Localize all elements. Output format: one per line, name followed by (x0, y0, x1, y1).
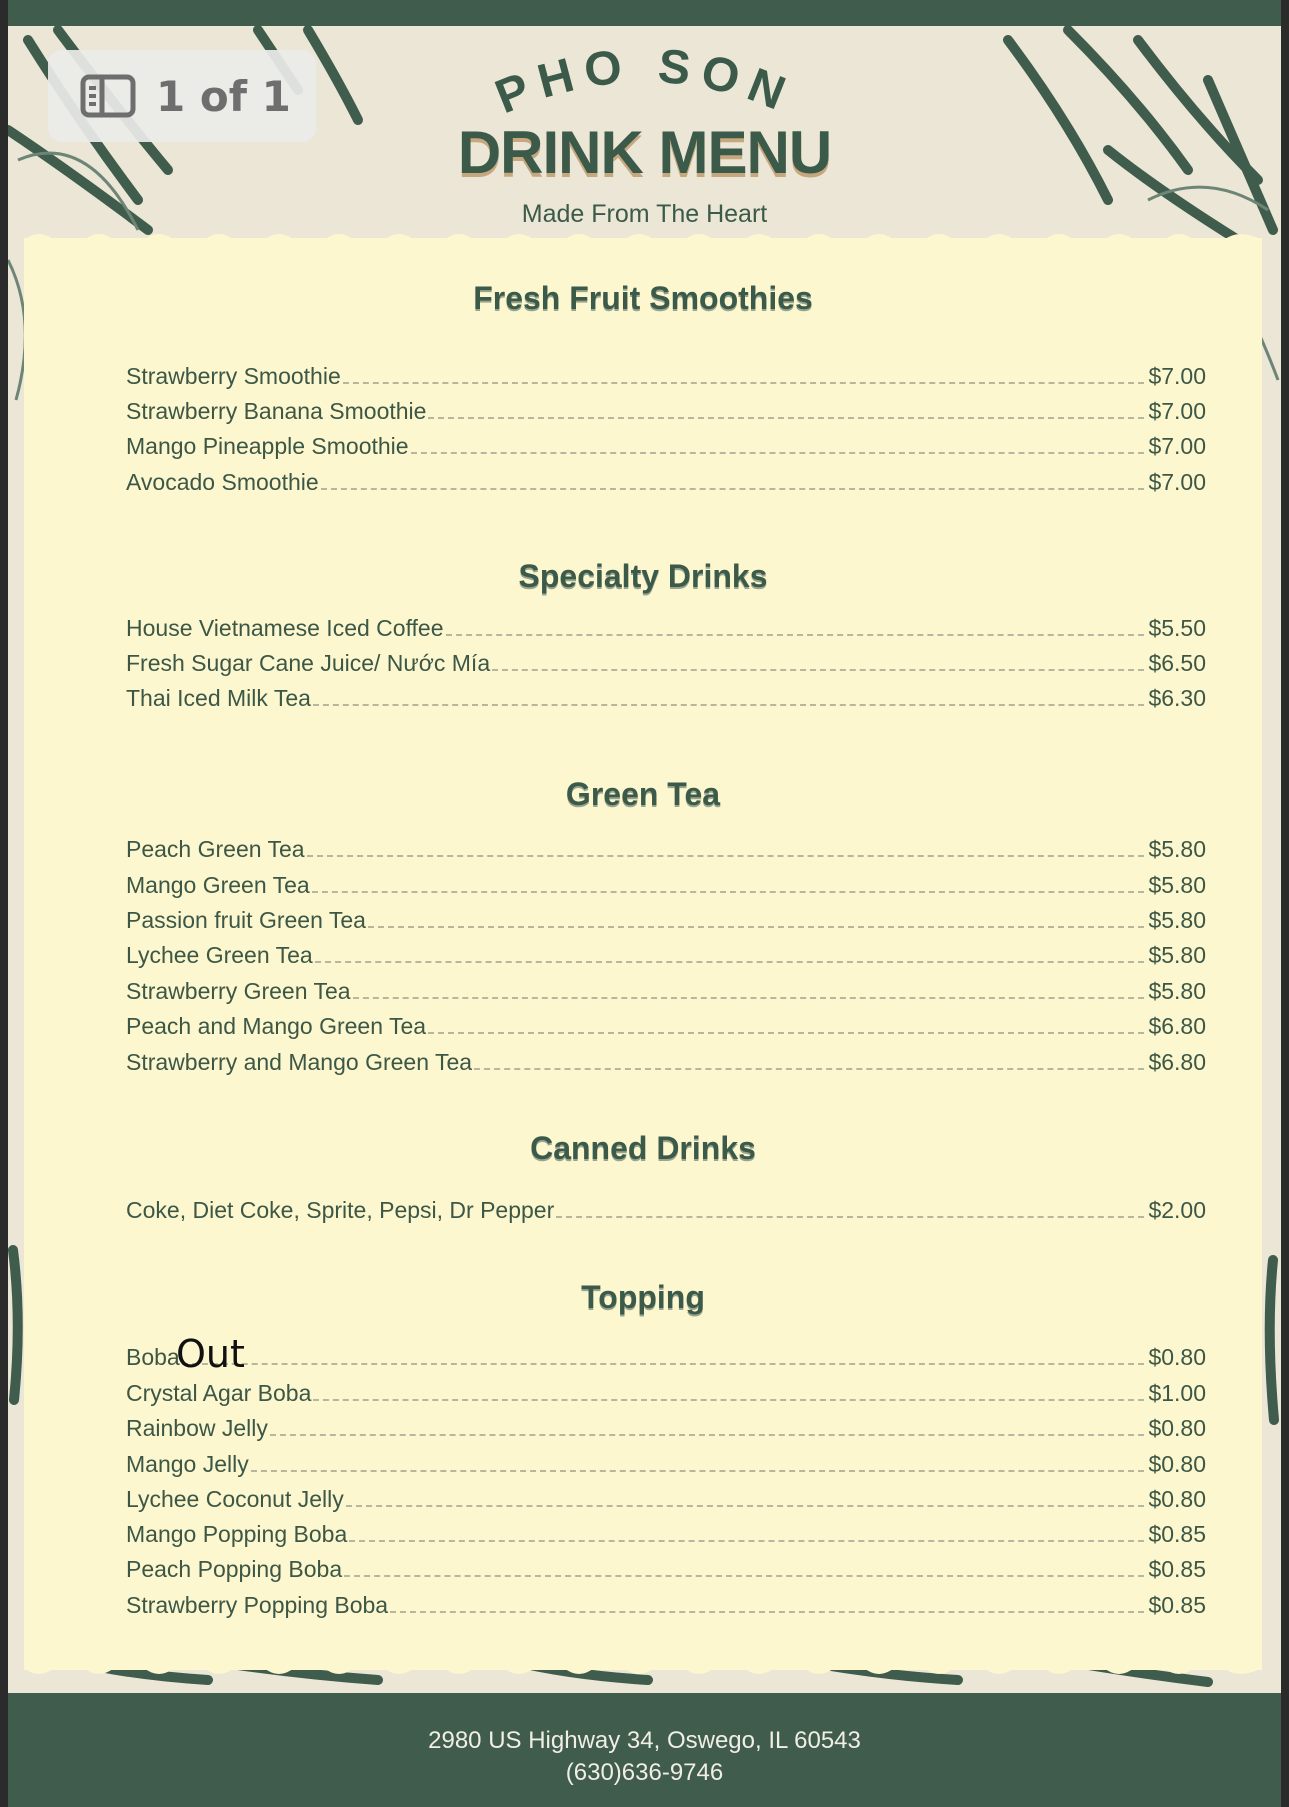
menu-item: Lychee Green Tea $5.80 (126, 942, 1206, 968)
tagline: Made From The Heart (521, 200, 768, 228)
section-title-topping: Topping (581, 1279, 705, 1315)
menu-item: Strawberry and Mango Green Tea $6.80 (126, 1049, 1206, 1075)
menu-item: Mango Green Tea $5.80 (126, 872, 1206, 898)
footer (8, 1693, 1281, 1807)
menu-title: DRINK MENU (457, 119, 832, 186)
menu-item: Coke, Diet Coke, Sprite, Pepsi, Dr Pepper $2.00 (126, 1197, 1206, 1223)
reader-view-icon (80, 74, 136, 118)
menu-item: Strawberry Banana Smoothie $7.00 (126, 398, 1206, 424)
page-indicator-badge[interactable] (48, 50, 316, 142)
menu-item: Mango Popping Boba $0.85 (126, 1521, 1206, 1547)
menu-item: Peach and Mango Green Tea $6.80 (126, 1013, 1206, 1039)
section-title-specialty: Specialty Drinks (518, 558, 768, 594)
footer-phone: (630)636-9746 (565, 1759, 724, 1786)
section-title-smoothies: Fresh Fruit Smoothies (473, 280, 813, 316)
menu-item: Mango Jelly $0.80 (126, 1451, 1206, 1477)
page-indicator-label: 1 of 1 (156, 71, 291, 121)
menu-item: Thai Iced Milk Tea $6.30 (126, 685, 1206, 711)
footer-address: 2980 US Highway 34, Oswego, IL 60543 (428, 1727, 861, 1754)
menu-item: Fresh Sugar Cane Juice/ Nước Mía $6.50 (126, 650, 1206, 676)
menu-item: Passion fruit Green Tea $5.80 (126, 907, 1206, 933)
menu-item: Boba $0.80 (126, 1344, 1206, 1370)
section-title-canned: Canned Drinks (530, 1130, 756, 1166)
menu-item: Rainbow Jelly $0.80 (126, 1415, 1206, 1441)
menu-item: Avocado Smoothie $7.00 (126, 469, 1206, 495)
menu-item: Lychee Coconut Jelly $0.80 (126, 1486, 1206, 1512)
menu-item: Strawberry Green Tea $5.80 (126, 978, 1206, 1004)
menu-item: Peach Green Tea $5.80 (126, 836, 1206, 862)
svg-text:PHO SON: PHO SON (487, 46, 802, 125)
menu-item: Strawberry Smoothie $7.00 (126, 363, 1206, 389)
menu-item: Crystal Agar Boba $1.00 (126, 1380, 1206, 1406)
menu-item: Peach Popping Boba $0.85 (126, 1556, 1206, 1582)
menu-item: Mango Pineapple Smoothie $7.00 (126, 433, 1206, 459)
annotation-out: Out (176, 1332, 245, 1376)
menu-page (8, 0, 1281, 1807)
menu-item: Strawberry Popping Boba $0.85 (126, 1592, 1206, 1618)
menu-item: House Vietnamese Iced Coffee $5.50 (126, 615, 1206, 641)
section-title-green-tea: Green Tea (565, 776, 721, 812)
menu-panel (24, 238, 1262, 1670)
